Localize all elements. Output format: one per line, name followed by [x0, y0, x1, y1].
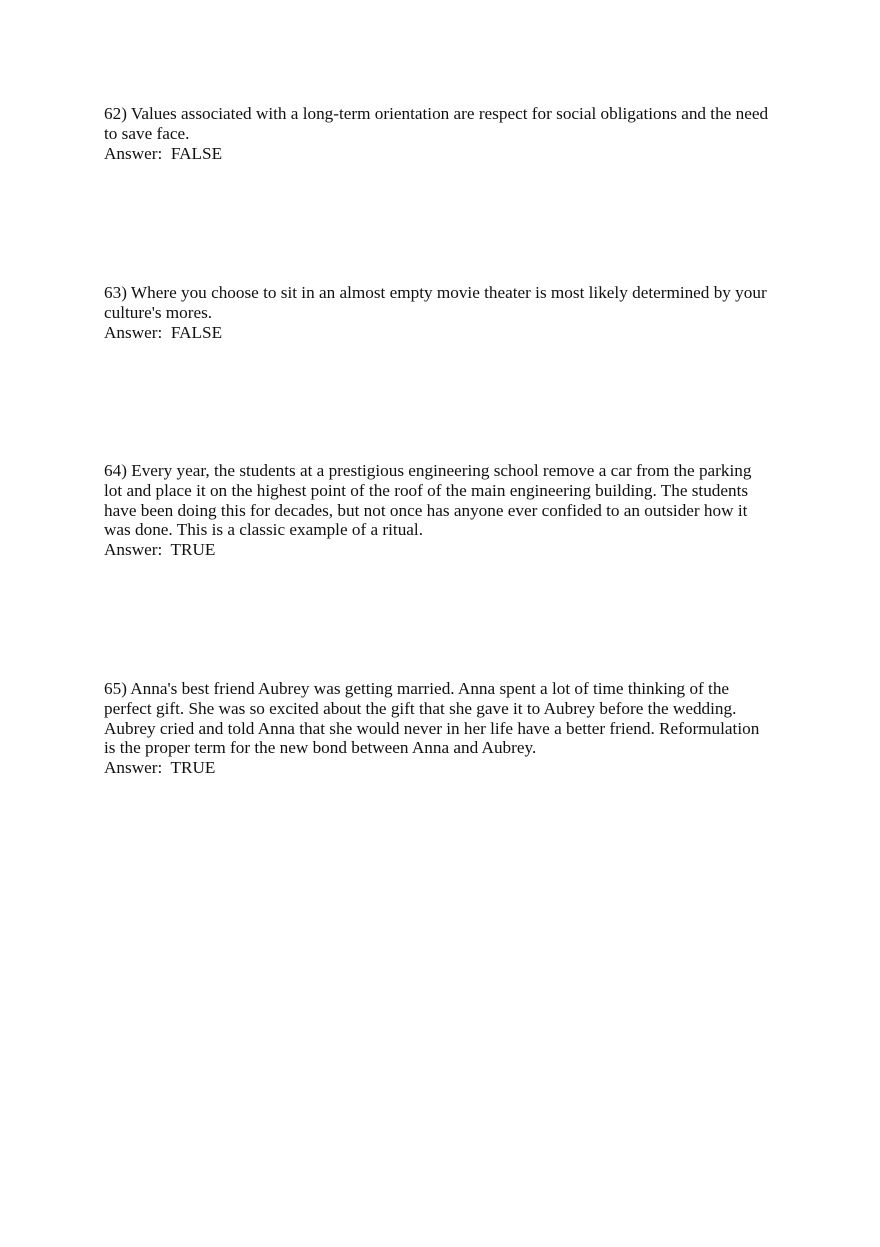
- question-text: was done. This is a classic example of a ritual.: [104, 520, 423, 540]
- answer: Answer: FALSE: [104, 143, 223, 163]
- question-text: 62) Values associated with a long-term orientation are respect for social obligations and the need: [104, 104, 769, 123]
- question-text: is the proper term for the new bond between Anna and Aubrey.: [104, 738, 537, 758]
- question-text: 63) Where you choose to sit in an almost empty movie theater is most likely determined by your: [104, 283, 767, 302]
- question-text: lot and place it on the highest point of the roof of the main engineering building. The students: [104, 480, 749, 500]
- question-text: culture's mores.: [104, 302, 213, 322]
- question-62: [104, 104, 768, 163]
- question-text: perfect gift. She was so excited about the gift that she gave it to Aubrey before the wedding.: [104, 698, 737, 718]
- question-text: have been doing this for decades, but not once has anyone ever confided to an outsider how it: [104, 500, 748, 520]
- question-65: [104, 679, 759, 778]
- question-text: 64) Every year, the students at a prestigious engineering school remove a car from the parking: [104, 461, 752, 480]
- question-text: 65) Anna's best friend Aubrey was getting married. Anna spent a lot of time thinking of the: [104, 679, 730, 698]
- question-64: [104, 461, 751, 560]
- answer: Answer: FALSE: [104, 322, 223, 342]
- question-text: to save face.: [104, 123, 190, 143]
- question-text: Aubrey cried and told Anna that she would never in her life have a better friend. Reformulation: [104, 718, 760, 738]
- answer: Answer: TRUE: [104, 540, 216, 560]
- question-63: [104, 283, 767, 342]
- answer: Answer: TRUE: [104, 758, 216, 778]
